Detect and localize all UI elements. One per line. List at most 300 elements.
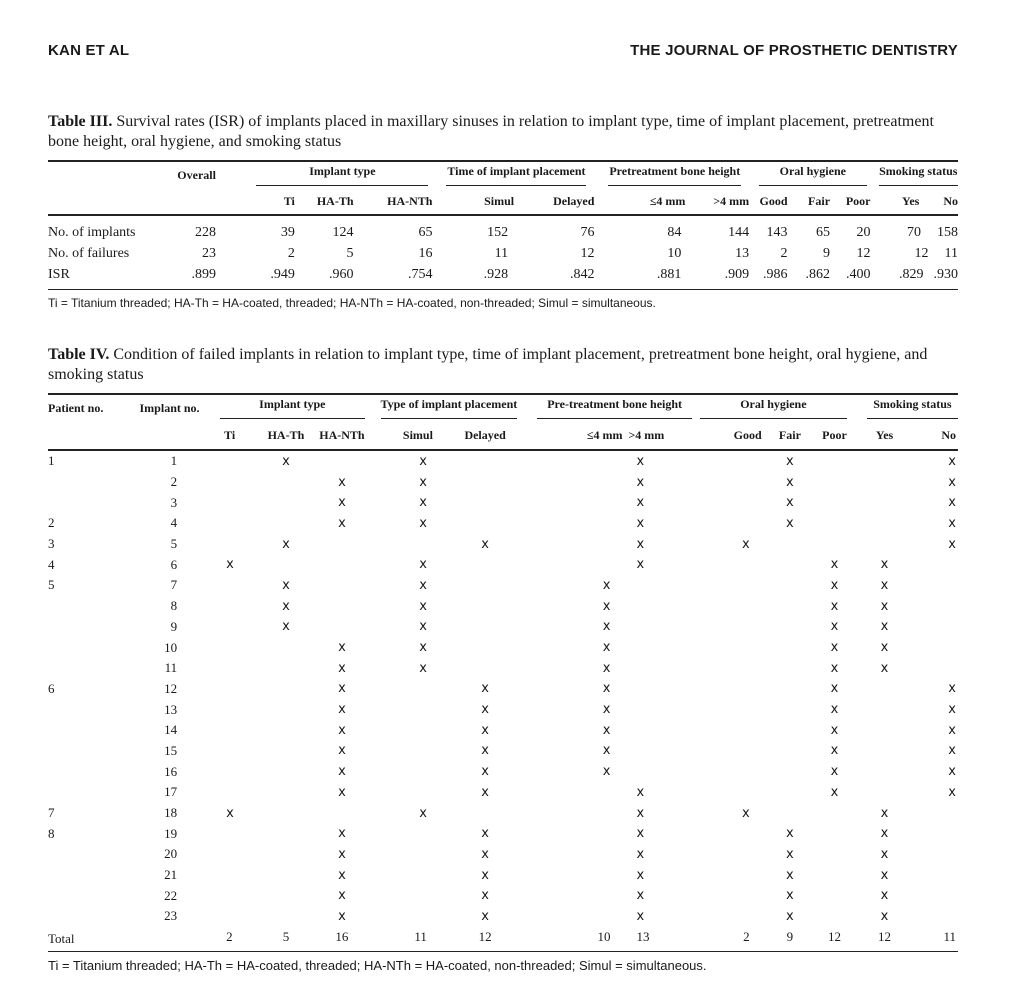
mark-cell: x bbox=[636, 495, 645, 511]
table-row bbox=[48, 513, 958, 534]
t3-group-time: Time of implant placement bbox=[446, 164, 586, 186]
mark-cell bbox=[220, 472, 258, 493]
mark-cell: x bbox=[948, 784, 956, 800]
mark-cell bbox=[259, 513, 314, 534]
mark-cell: x bbox=[741, 536, 750, 552]
mark-cell bbox=[220, 699, 258, 720]
t4-col-ha-nth: HA-NTh bbox=[313, 421, 370, 450]
mark-cell: x bbox=[830, 557, 839, 573]
mark-cell bbox=[700, 637, 768, 658]
mark-cell bbox=[523, 450, 628, 472]
mark-cell bbox=[700, 492, 768, 513]
mark-cell bbox=[220, 513, 258, 534]
mark-cell bbox=[313, 803, 370, 824]
mark-cell bbox=[447, 472, 523, 493]
mark-cell: x bbox=[481, 826, 489, 842]
implant-no: 4 bbox=[170, 515, 178, 531]
implant-no: 16 bbox=[164, 763, 178, 779]
mark-cell: x bbox=[830, 619, 839, 635]
mark-cell: x bbox=[636, 826, 645, 842]
mark-cell bbox=[812, 803, 857, 824]
mark-cell bbox=[447, 658, 523, 679]
total-cell: 12 bbox=[447, 927, 523, 951]
patient-no: 6 bbox=[48, 680, 55, 696]
table-row bbox=[48, 720, 958, 741]
mark-cell: x bbox=[880, 846, 889, 862]
mark-cell bbox=[912, 617, 958, 638]
mark-cell: x bbox=[948, 515, 956, 531]
mark-cell: x bbox=[602, 598, 611, 614]
mark-cell bbox=[220, 844, 258, 865]
mark-cell: x bbox=[602, 577, 611, 593]
t3-row-failures: No. of failures 23 2 5 16 11 12 10 13 2 9 12 12 11 bbox=[48, 245, 958, 261]
table3-footnote: Ti = Titanium threaded; HA-Th = HA-coated, threaded; HA-NTh = HA-coated, non-threaded; Simul = simultaneous. bbox=[48, 296, 656, 310]
mark-cell bbox=[768, 554, 812, 575]
mark-cell bbox=[259, 679, 314, 700]
t4-col-no: No bbox=[912, 421, 958, 450]
mark-cell bbox=[812, 472, 857, 493]
table-row bbox=[48, 658, 958, 679]
mark-cell bbox=[259, 844, 314, 865]
mark-cell: x bbox=[786, 515, 794, 531]
mark-cell: x bbox=[786, 908, 794, 924]
implant-no: 1 bbox=[170, 453, 178, 469]
mark-cell bbox=[259, 803, 314, 824]
t3-col-fair: Fair bbox=[788, 188, 830, 215]
mark-cell: x bbox=[338, 660, 346, 676]
mark-cell bbox=[313, 534, 370, 555]
t4-col-simul: Simul bbox=[371, 421, 447, 450]
mark-cell bbox=[313, 596, 370, 617]
mark-cell: x bbox=[786, 826, 794, 842]
mark-cell bbox=[523, 844, 628, 865]
mark-cell bbox=[768, 803, 812, 824]
t3-group-implant-type: Implant type bbox=[256, 164, 428, 186]
mark-cell: x bbox=[880, 888, 889, 904]
mark-cell: x bbox=[786, 888, 794, 904]
mark-cell bbox=[857, 720, 913, 741]
mark-cell: x bbox=[948, 702, 956, 718]
mark-cell: x bbox=[226, 557, 234, 573]
mark-cell bbox=[523, 492, 628, 513]
mark-cell bbox=[371, 720, 447, 741]
mark-cell bbox=[628, 761, 700, 782]
mark-cell bbox=[523, 885, 628, 906]
t4-col-ti: Ti bbox=[220, 421, 258, 450]
mark-cell bbox=[447, 492, 523, 513]
table-row bbox=[48, 823, 958, 844]
mark-cell bbox=[313, 450, 370, 472]
t3-col-no: No bbox=[943, 193, 958, 208]
mark-cell bbox=[912, 575, 958, 596]
mark-cell bbox=[220, 782, 258, 803]
table4-caption-text: Condition of failed implants in relation to implant type, time of implant placement, pretreatment bone height, oral hygiene, and smoking status bbox=[48, 346, 928, 383]
mark-cell: x bbox=[636, 888, 645, 904]
mark-cell bbox=[912, 554, 958, 575]
mark-cell: x bbox=[282, 598, 290, 614]
mark-cell bbox=[259, 554, 314, 575]
implant-no: 20 bbox=[164, 846, 178, 862]
table-row bbox=[48, 699, 958, 720]
mark-cell: x bbox=[481, 888, 489, 904]
patient-no bbox=[48, 761, 134, 782]
mark-cell: x bbox=[419, 660, 427, 676]
patient-no bbox=[48, 865, 134, 886]
t3-row-isr: ISR .899 .949 .960 .754 .928 .842 .881 .909 .986 .862 .400 .829 .930 bbox=[48, 264, 958, 290]
total-cell: 12 bbox=[857, 927, 913, 951]
mark-cell: x bbox=[636, 846, 645, 862]
total-cell: 13 bbox=[628, 927, 700, 951]
mark-cell bbox=[259, 637, 314, 658]
mark-cell: x bbox=[948, 536, 956, 552]
implant-no: 14 bbox=[164, 722, 178, 738]
table-row bbox=[48, 782, 958, 803]
mark-cell bbox=[768, 617, 812, 638]
t4-col-le4mm: ≤4 mm bbox=[523, 421, 628, 450]
mark-cell bbox=[700, 679, 768, 700]
mark-cell: x bbox=[602, 640, 611, 656]
mark-cell: x bbox=[602, 702, 611, 718]
table3-caption bbox=[48, 112, 958, 152]
mark-cell bbox=[447, 803, 523, 824]
mark-cell: x bbox=[636, 453, 645, 469]
mark-cell bbox=[628, 679, 700, 700]
implant-no: 11 bbox=[164, 660, 178, 676]
table-row bbox=[48, 534, 958, 555]
table4-label: Table IV. bbox=[48, 346, 110, 363]
implant-no: 2 bbox=[170, 474, 178, 490]
mark-cell bbox=[768, 534, 812, 555]
mark-cell bbox=[259, 761, 314, 782]
mark-cell bbox=[700, 450, 768, 472]
mark-cell: x bbox=[338, 640, 346, 656]
mark-cell: x bbox=[338, 743, 346, 759]
table-row bbox=[48, 679, 958, 700]
mark-cell: x bbox=[419, 805, 427, 821]
mark-cell bbox=[259, 741, 314, 762]
mark-cell bbox=[812, 534, 857, 555]
mark-cell: x bbox=[948, 764, 956, 780]
mark-cell bbox=[700, 865, 768, 886]
mark-cell bbox=[768, 761, 812, 782]
mark-cell: x bbox=[830, 598, 839, 614]
mark-cell bbox=[912, 844, 958, 865]
mark-cell: x bbox=[830, 702, 839, 718]
mark-cell bbox=[628, 637, 700, 658]
mark-cell: x bbox=[338, 474, 346, 490]
mark-cell: x bbox=[602, 619, 611, 635]
t3-group-bone-height: Pretreatment bone height bbox=[608, 164, 741, 186]
mark-cell: x bbox=[786, 495, 794, 511]
mark-cell bbox=[768, 741, 812, 762]
mark-cell bbox=[371, 741, 447, 762]
mark-cell: x bbox=[602, 722, 611, 738]
mark-cell: x bbox=[481, 764, 489, 780]
mark-cell bbox=[700, 761, 768, 782]
mark-cell: x bbox=[636, 805, 645, 821]
mark-cell bbox=[220, 761, 258, 782]
total-cell: 9 bbox=[768, 927, 812, 951]
mark-cell bbox=[628, 720, 700, 741]
mark-cell bbox=[371, 823, 447, 844]
mark-cell bbox=[523, 554, 628, 575]
mark-cell bbox=[371, 844, 447, 865]
mark-cell bbox=[912, 637, 958, 658]
mark-cell bbox=[259, 699, 314, 720]
table-row bbox=[48, 554, 958, 575]
mark-cell bbox=[812, 450, 857, 472]
t4-col-delayed: Delayed bbox=[447, 421, 523, 450]
patient-no bbox=[48, 492, 134, 513]
mark-cell bbox=[220, 575, 258, 596]
mark-cell: x bbox=[338, 681, 346, 697]
total-cell: 16 bbox=[313, 927, 370, 951]
mark-cell: x bbox=[830, 764, 839, 780]
mark-cell bbox=[447, 575, 523, 596]
table-row bbox=[48, 637, 958, 658]
mark-cell: x bbox=[419, 557, 427, 573]
mark-cell: x bbox=[481, 784, 489, 800]
total-cell: 11 bbox=[371, 927, 447, 951]
mark-cell: x bbox=[830, 681, 839, 697]
mark-cell bbox=[700, 554, 768, 575]
mark-cell bbox=[857, 472, 913, 493]
mark-cell bbox=[523, 803, 628, 824]
mark-cell bbox=[523, 823, 628, 844]
mark-cell: x bbox=[880, 826, 889, 842]
mark-cell: x bbox=[602, 743, 611, 759]
t4-group-bone-height: Pre-treatment bone height bbox=[537, 397, 692, 419]
running-header-journal: THE JOURNAL OF PROSTHETIC DENTISTRY bbox=[630, 42, 958, 59]
mark-cell bbox=[259, 906, 314, 927]
t3-col-good: Good bbox=[749, 188, 787, 215]
mark-cell bbox=[220, 658, 258, 679]
t3-col-le4mm: ≤4 mm bbox=[594, 188, 691, 215]
t3-col-yes: Yes bbox=[901, 193, 920, 208]
t3-group-oral-hygiene: Oral hygiene bbox=[759, 164, 866, 186]
implant-no: 9 bbox=[170, 618, 178, 634]
total-cell: 5 bbox=[259, 927, 314, 951]
t4-group-oral-hygiene: Oral hygiene bbox=[700, 397, 847, 419]
mark-cell: x bbox=[880, 640, 889, 656]
mark-cell bbox=[812, 865, 857, 886]
mark-cell: x bbox=[636, 515, 645, 531]
mark-cell bbox=[700, 513, 768, 534]
mark-cell bbox=[259, 492, 314, 513]
mark-cell bbox=[628, 741, 700, 762]
mark-cell: x bbox=[338, 784, 346, 800]
implant-no: 22 bbox=[164, 887, 178, 903]
mark-cell: x bbox=[786, 453, 794, 469]
t4-header-implant: Implant no. bbox=[134, 394, 205, 421]
mark-cell: x bbox=[830, 743, 839, 759]
table-row bbox=[48, 741, 958, 762]
mark-cell: x bbox=[338, 908, 346, 924]
mark-cell bbox=[220, 906, 258, 927]
total-label: Total bbox=[48, 927, 134, 951]
mark-cell bbox=[768, 720, 812, 741]
t4-col-good: Good bbox=[700, 421, 768, 450]
mark-cell bbox=[812, 906, 857, 927]
table3-caption-text: Survival rates (ISR) of implants placed in maxillary sinuses in relation to implant type, time of implant placement, pretreatment bone height, oral hygiene, and smoking status bbox=[48, 113, 934, 150]
mark-cell bbox=[700, 617, 768, 638]
mark-cell bbox=[857, 782, 913, 803]
t3-col-poor: Poor bbox=[830, 188, 870, 215]
mark-cell bbox=[371, 885, 447, 906]
patient-no: 3 bbox=[48, 536, 55, 552]
t4-group-placement: Type of implant placement bbox=[381, 397, 518, 419]
mark-cell bbox=[220, 596, 258, 617]
mark-cell: x bbox=[830, 722, 839, 738]
mark-cell bbox=[523, 782, 628, 803]
t3-group-overall: Overall bbox=[159, 161, 216, 188]
mark-cell: x bbox=[481, 536, 489, 552]
mark-cell bbox=[447, 513, 523, 534]
mark-cell: x bbox=[282, 536, 290, 552]
mark-cell bbox=[768, 596, 812, 617]
mark-cell bbox=[700, 699, 768, 720]
mark-cell bbox=[313, 617, 370, 638]
t4-header-patient: Patient no. bbox=[48, 394, 134, 421]
t4-col-ha-th: HA-Th bbox=[259, 421, 314, 450]
table-row bbox=[48, 596, 958, 617]
mark-cell bbox=[371, 906, 447, 927]
mark-cell: x bbox=[338, 826, 346, 842]
table-row bbox=[48, 617, 958, 638]
mark-cell: x bbox=[481, 743, 489, 759]
patient-no bbox=[48, 699, 134, 720]
patient-no bbox=[48, 658, 134, 679]
table-row bbox=[48, 844, 958, 865]
mark-cell: x bbox=[338, 867, 346, 883]
implant-no: 6 bbox=[170, 556, 178, 572]
mark-cell bbox=[768, 658, 812, 679]
mark-cell bbox=[371, 679, 447, 700]
mark-cell bbox=[700, 741, 768, 762]
mark-cell bbox=[812, 513, 857, 534]
total-cell: 12 bbox=[812, 927, 857, 951]
total-cell: 2 bbox=[700, 927, 768, 951]
table4-footnote: Ti = Titanium threaded; HA-Th = HA-coated, threaded; HA-NTh = HA-coated, non-threaded; Simul = simultaneous. bbox=[48, 958, 707, 973]
mark-cell bbox=[628, 699, 700, 720]
mark-cell bbox=[628, 575, 700, 596]
mark-cell bbox=[768, 699, 812, 720]
mark-cell: x bbox=[419, 515, 427, 531]
mark-cell bbox=[220, 637, 258, 658]
table4 bbox=[48, 393, 958, 952]
mark-cell: x bbox=[830, 577, 839, 593]
mark-cell bbox=[628, 596, 700, 617]
mark-cell bbox=[857, 450, 913, 472]
mark-cell bbox=[700, 596, 768, 617]
mark-cell: x bbox=[226, 805, 234, 821]
mark-cell bbox=[220, 823, 258, 844]
patient-no: 2 bbox=[48, 515, 55, 531]
t3-row-implants: No. of implants 228 39 124 65 152 76 84 144 143 65 20 70 158 bbox=[48, 224, 958, 240]
patient-no bbox=[48, 741, 134, 762]
mark-cell bbox=[700, 844, 768, 865]
mark-cell bbox=[259, 658, 314, 679]
mark-cell: x bbox=[786, 846, 794, 862]
mark-cell bbox=[447, 637, 523, 658]
mark-cell bbox=[912, 803, 958, 824]
mark-cell: x bbox=[602, 660, 611, 676]
patient-no bbox=[48, 782, 134, 803]
t3-col-simul: Simul bbox=[432, 188, 524, 215]
mark-cell: x bbox=[419, 640, 427, 656]
table-row bbox=[48, 450, 958, 472]
mark-cell bbox=[259, 885, 314, 906]
patient-no: 4 bbox=[48, 556, 55, 572]
mark-cell bbox=[447, 450, 523, 472]
t4-body bbox=[48, 450, 958, 951]
mark-cell bbox=[259, 472, 314, 493]
mark-cell bbox=[812, 885, 857, 906]
mark-cell: x bbox=[636, 557, 645, 573]
t4-col-gt4mm: >4 mm bbox=[628, 421, 700, 450]
mark-cell bbox=[700, 782, 768, 803]
mark-cell bbox=[313, 575, 370, 596]
mark-cell: x bbox=[948, 743, 956, 759]
mark-cell: x bbox=[948, 495, 956, 511]
mark-cell: x bbox=[948, 681, 956, 697]
mark-cell bbox=[912, 906, 958, 927]
mark-cell bbox=[768, 679, 812, 700]
t3-col-delayed: Delayed bbox=[524, 188, 594, 215]
mark-cell: x bbox=[481, 702, 489, 718]
implant-no: 7 bbox=[170, 577, 178, 593]
mark-cell: x bbox=[602, 764, 611, 780]
total-cell: 11 bbox=[912, 927, 958, 951]
implant-no: 8 bbox=[170, 598, 178, 614]
mark-cell: x bbox=[786, 474, 794, 490]
implant-no: 5 bbox=[170, 536, 178, 552]
mark-cell: x bbox=[338, 846, 346, 862]
t3-col-ti: Ti bbox=[248, 188, 295, 215]
mark-cell bbox=[628, 617, 700, 638]
t3-group-smoking: Smoking status bbox=[879, 164, 959, 186]
mark-cell bbox=[523, 534, 628, 555]
mark-cell bbox=[220, 450, 258, 472]
mark-cell: x bbox=[419, 619, 427, 635]
mark-cell bbox=[812, 844, 857, 865]
implant-no: 10 bbox=[164, 639, 178, 655]
mark-cell bbox=[220, 741, 258, 762]
mark-cell bbox=[220, 492, 258, 513]
mark-cell: x bbox=[338, 764, 346, 780]
mark-cell bbox=[857, 741, 913, 762]
mark-cell: x bbox=[880, 805, 889, 821]
table-row bbox=[48, 865, 958, 886]
mark-cell bbox=[371, 782, 447, 803]
running-header-authors: KAN ET AL bbox=[48, 42, 130, 59]
mark-cell: x bbox=[948, 453, 956, 469]
patient-no bbox=[48, 596, 134, 617]
table3 bbox=[48, 160, 958, 290]
mark-cell bbox=[768, 782, 812, 803]
mark-cell bbox=[857, 699, 913, 720]
mark-cell bbox=[259, 865, 314, 886]
mark-cell: x bbox=[338, 722, 346, 738]
table-row bbox=[48, 492, 958, 513]
mark-cell: x bbox=[481, 908, 489, 924]
mark-cell: x bbox=[419, 474, 427, 490]
implant-no: 18 bbox=[164, 805, 178, 821]
mark-cell bbox=[700, 885, 768, 906]
implant-no: 12 bbox=[164, 680, 178, 696]
mark-cell bbox=[371, 534, 447, 555]
patient-no bbox=[48, 906, 134, 927]
